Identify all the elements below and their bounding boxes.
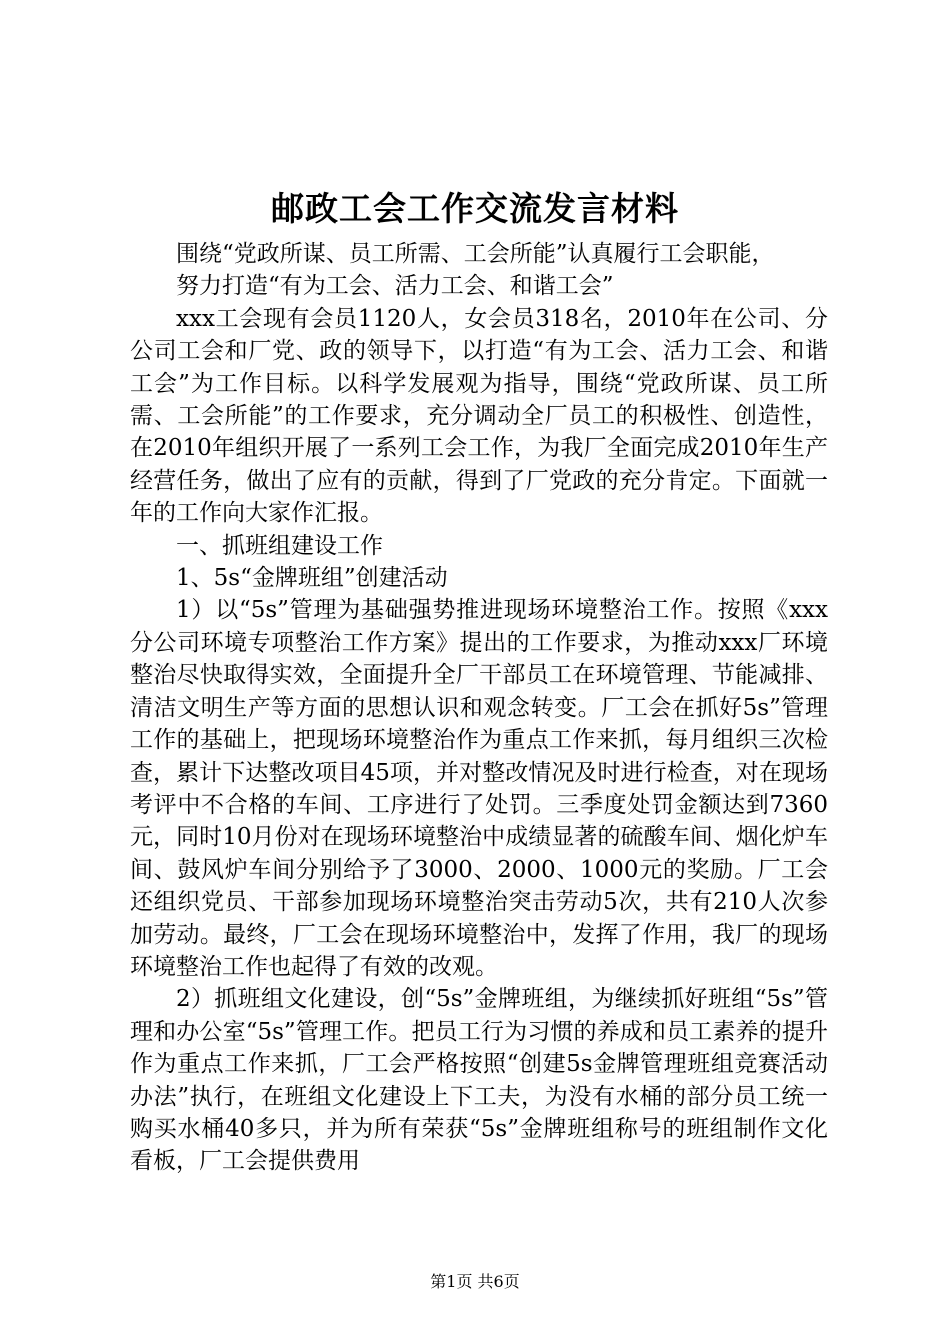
paragraph: 2）抓班组文化建设，创“5s”金牌班组，为继续抓好班组“5s”管理和办公室“5s”管理工作。把员工行为习惯的养成和员工素养的提升作为重点工作来抓，厂工会严格按照“创建5s金牌管理班组竞赛活动办法”执行，在班组文化建设上下工夫，为没有水桶的部分员工统一购买水桶40多只，并为所有荣获“5s”金牌班组称号的班组制作文化看板，厂工会提供费用 [130,986,828,1175]
page-number-footer: 第1页 共6页 [430,1272,520,1291]
paragraph: 围绕“党政所谋、员工所需、工会所能”认真履行工会职能， [176,241,775,267]
document-title: 邮政工会工作交流发言材料 [271,189,679,228]
section-heading: 一、抓班组建设工作 [176,532,383,559]
paragraph: 努力打造“有为工会、活力工会、和谐工会” [176,273,614,300]
document-body [130,238,828,1178]
paragraph: xxx工会现有会员1120人，女会员318名，2010年在公司、分公司工会和厂党、政的领导下，以打造“有为工会、活力工会、和谐工会”为工作目标。以科学发展观为指导，围绕“党政所谋、员工所需、工会所能”的工作要求，充分调动全厂员工的积极性、创造性，在2010年组织开展了一系列工会工作，为我厂全面完成2010年生产经营任务，做出了应有的贡献，得到了厂党政的充分肯定。下面就一年的工作向大家作汇报。 [130,305,828,527]
paragraph: 1）以“5s”管理为基础强势推进现场环境整治工作。按照《xxx分公司环境专项整治工作方案》提出的工作要求，为推动xxx厂环境整治尽快取得实效，全面提升全厂干部员工在环境管理、节能减排、清洁文明生产等方面的思想认识和观念转变。厂工会在抓好5s”管理工作的基础上，把现场环境整治作为重点工作来抓，每月组织三次检查，累计下达整改项目45项，并对整改情况及时进行检查，对在现场考评中不合格的车间、工序进行了处罚。三季度处罚金额达到7360元，同时10月份对在现场环境整治中成绩显著的硫酸车间、烟化炉车间、鼓风炉车间分别给予了3000、2000、1000元的奖励。厂工会还组织党员、干部参加现场环境整治突击劳动5次，共有210人次参加劳动。最终，厂工会在现场环境整治中，发挥了作用，我厂的现场环境整治工作也起得了有效的改观。 [130,597,828,980]
subsection-heading: 1、5s“金牌班组”创建活动 [176,565,448,592]
